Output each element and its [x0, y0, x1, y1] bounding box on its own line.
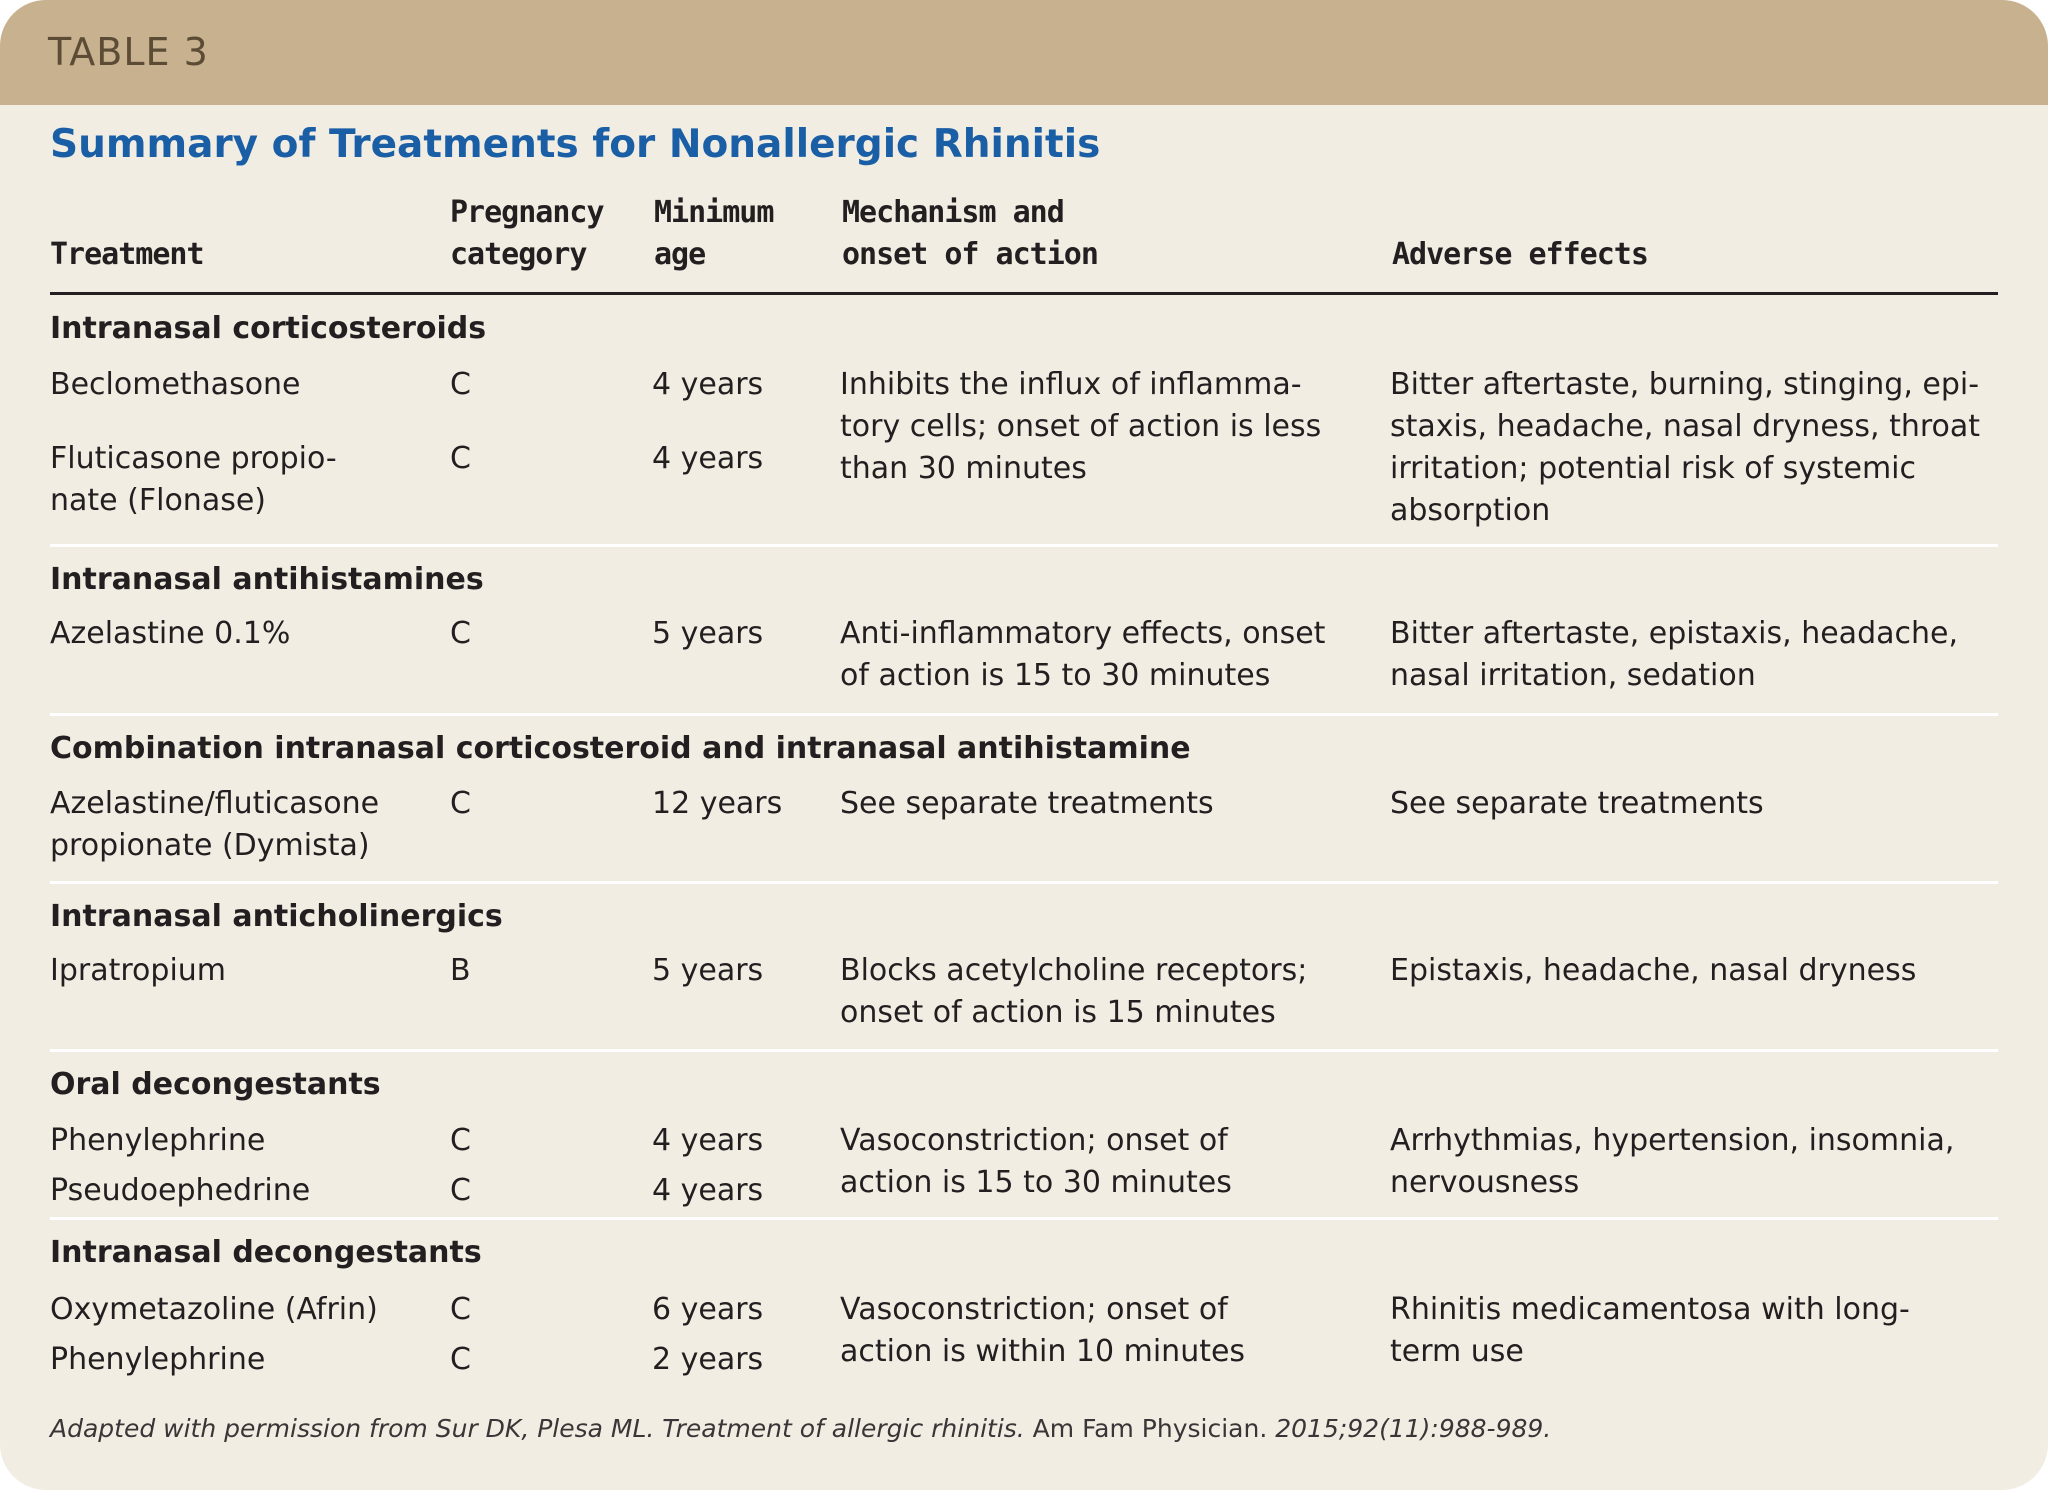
mechanism-text [840, 613, 1325, 697]
group-heading: Intranasal anticholinergics [50, 899, 503, 934]
mechanism-text-line: action is within 10 minutes [840, 1334, 1246, 1369]
treatment-name [50, 364, 301, 406]
mechanism-text [840, 1120, 1232, 1204]
adverse-effects-text-line: nervousness [1390, 1165, 1580, 1200]
minimum-age: 5 years [652, 616, 764, 651]
treatment-name-line: propionate (Dymista) [50, 828, 370, 863]
minimum-age: 12 years [652, 786, 783, 821]
mechanism-text-line: than 30 minutes [840, 451, 1087, 486]
mechanism-text-line: onset of action is 15 minutes [840, 995, 1276, 1030]
mechanism-text-line: action is 15 to 30 minutes [840, 1165, 1232, 1200]
treatment-name [50, 1339, 265, 1381]
adverse-effects-text-line: Bitter aftertaste, epistaxis, headache, [1390, 616, 1958, 651]
adverse-effects-text-line: Epistaxis, headache, nasal dryness [1390, 953, 1917, 988]
mechanism-text-line: See separate treatments [840, 786, 1214, 821]
minimum-age: 2 years [652, 1342, 764, 1377]
adverse-effects-text-line: Arrhythmias, hypertension, insomnia, [1390, 1123, 1955, 1158]
pregnancy-category: C [450, 1173, 471, 1208]
table-group [50, 1220, 1998, 1387]
adverse-effects-text [1390, 364, 1980, 532]
group-heading: Oral decongestants [50, 1067, 381, 1102]
adverse-effects-text [1390, 1120, 1954, 1204]
adverse-effects-text-line: staxis, headache, nasal dryness, throat [1390, 409, 1981, 444]
table-label-banner [0, 0, 2048, 105]
group-heading: Combination intranasal corticosteroid and intranasal antihistamine [50, 731, 1191, 766]
adverse-effects-text [1390, 613, 1958, 697]
treatment-name-line: Beclomethasone [50, 367, 301, 402]
treatment-name-line: Fluticasone propio- [50, 441, 337, 476]
pregnancy-category: C [450, 441, 471, 476]
table-group [50, 547, 1998, 716]
pregnancy-category: C [450, 1292, 471, 1327]
mechanism-text [840, 950, 1307, 1034]
minimum-age: 4 years [652, 441, 764, 476]
mechanism-text-line: Vasoconstriction; onset of [840, 1292, 1228, 1327]
group-heading: Intranasal decongestants [50, 1235, 482, 1270]
mechanism-text [840, 783, 1214, 825]
treatment-name-line: Pseudoephedrine [50, 1173, 311, 1208]
pregnancy-category: B [450, 953, 471, 988]
header-mechanism: Mechanism and onset of action [842, 195, 1098, 272]
table-header [50, 192, 1998, 295]
treatment-name [50, 783, 379, 867]
adverse-effects-text-line: nasal irritation, sedation [1390, 658, 1756, 693]
treatment-name-line: Oxymetazoline (Afrin) [50, 1292, 378, 1327]
pregnancy-category: C [450, 616, 471, 651]
adverse-effects-text-line: irritation; potential risk of systemic [1390, 451, 1916, 486]
minimum-age: 4 years [652, 1173, 764, 1208]
adverse-effects-text-line: term use [1390, 1334, 1524, 1369]
table-footnote: Adapted with permission from Sur DK, Plesa ML. Treatment of allergic rhinitis. Am Fam Physician. 2015;92(11):988-989. [50, 1414, 1552, 1443]
treatment-name-line: Azelastine 0.1% [50, 616, 291, 651]
adverse-effects-text [1390, 783, 1764, 825]
adverse-effects-text-line: See separate treatments [1390, 786, 1764, 821]
table-group [50, 1052, 1998, 1220]
minimum-age: 6 years [652, 1292, 764, 1327]
header-minimum-age: Minimum age [654, 195, 774, 272]
group-heading: Intranasal corticosteroids [50, 311, 487, 346]
group-heading: Intranasal antihistamines [50, 562, 484, 597]
header-treatment: Treatment [50, 237, 204, 272]
mechanism-text-line: tory cells; onset of action is less [840, 409, 1322, 444]
header-adverse-effects: Adverse effects [1392, 237, 1648, 272]
adverse-effects-text-line: Rhinitis medicamentosa with long- [1390, 1292, 1910, 1327]
header-pregnancy-category: Pregnancy category [450, 195, 604, 272]
adverse-effects-text-line: Bitter aftertaste, burning, stinging, epi- [1390, 367, 1980, 402]
mechanism-text-line: Anti-inflammatory effects, onset [840, 616, 1326, 651]
treatment-name-line: Phenylephrine [50, 1123, 266, 1158]
table-group [50, 296, 1998, 547]
table-group [50, 884, 1998, 1052]
mechanism-text-line: Vasoconstriction; onset of [840, 1123, 1228, 1158]
mechanism-text-line: Inhibits the influx of inflamma- [840, 367, 1302, 402]
adverse-effects-text [1390, 1289, 1910, 1373]
pregnancy-category: C [450, 1342, 471, 1377]
pregnancy-category: C [450, 786, 471, 821]
treatment-name-line: Azelastine/fluticasone [50, 786, 380, 821]
adverse-effects-text-line: absorption [1390, 493, 1551, 528]
minimum-age: 4 years [652, 367, 764, 402]
table-group [50, 716, 1998, 884]
adverse-effects-text [1390, 950, 1916, 992]
mechanism-text [840, 364, 1321, 490]
treatment-name [50, 1170, 310, 1212]
table-title: Summary of Treatments for Nonallergic Rhinitis [50, 122, 1101, 167]
mechanism-text-line: Blocks acetylcholine receptors; [840, 953, 1308, 988]
pregnancy-category: C [450, 367, 471, 402]
table-label: TABLE 3 [48, 30, 209, 74]
treatment-name-line: Ipratropium [50, 953, 227, 988]
treatment-name [50, 613, 290, 655]
treatment-name [50, 1289, 378, 1331]
pregnancy-category: C [450, 1123, 471, 1158]
minimum-age: 5 years [652, 953, 764, 988]
treatment-name [50, 950, 226, 992]
treatment-name-line: nate (Flonase) [50, 483, 266, 518]
mechanism-text-line: of action is 15 to 30 minutes [840, 658, 1271, 693]
treatment-name [50, 438, 337, 522]
minimum-age: 4 years [652, 1123, 764, 1158]
treatment-name-line: Phenylephrine [50, 1342, 266, 1377]
treatment-name [50, 1120, 265, 1162]
mechanism-text [840, 1289, 1245, 1373]
